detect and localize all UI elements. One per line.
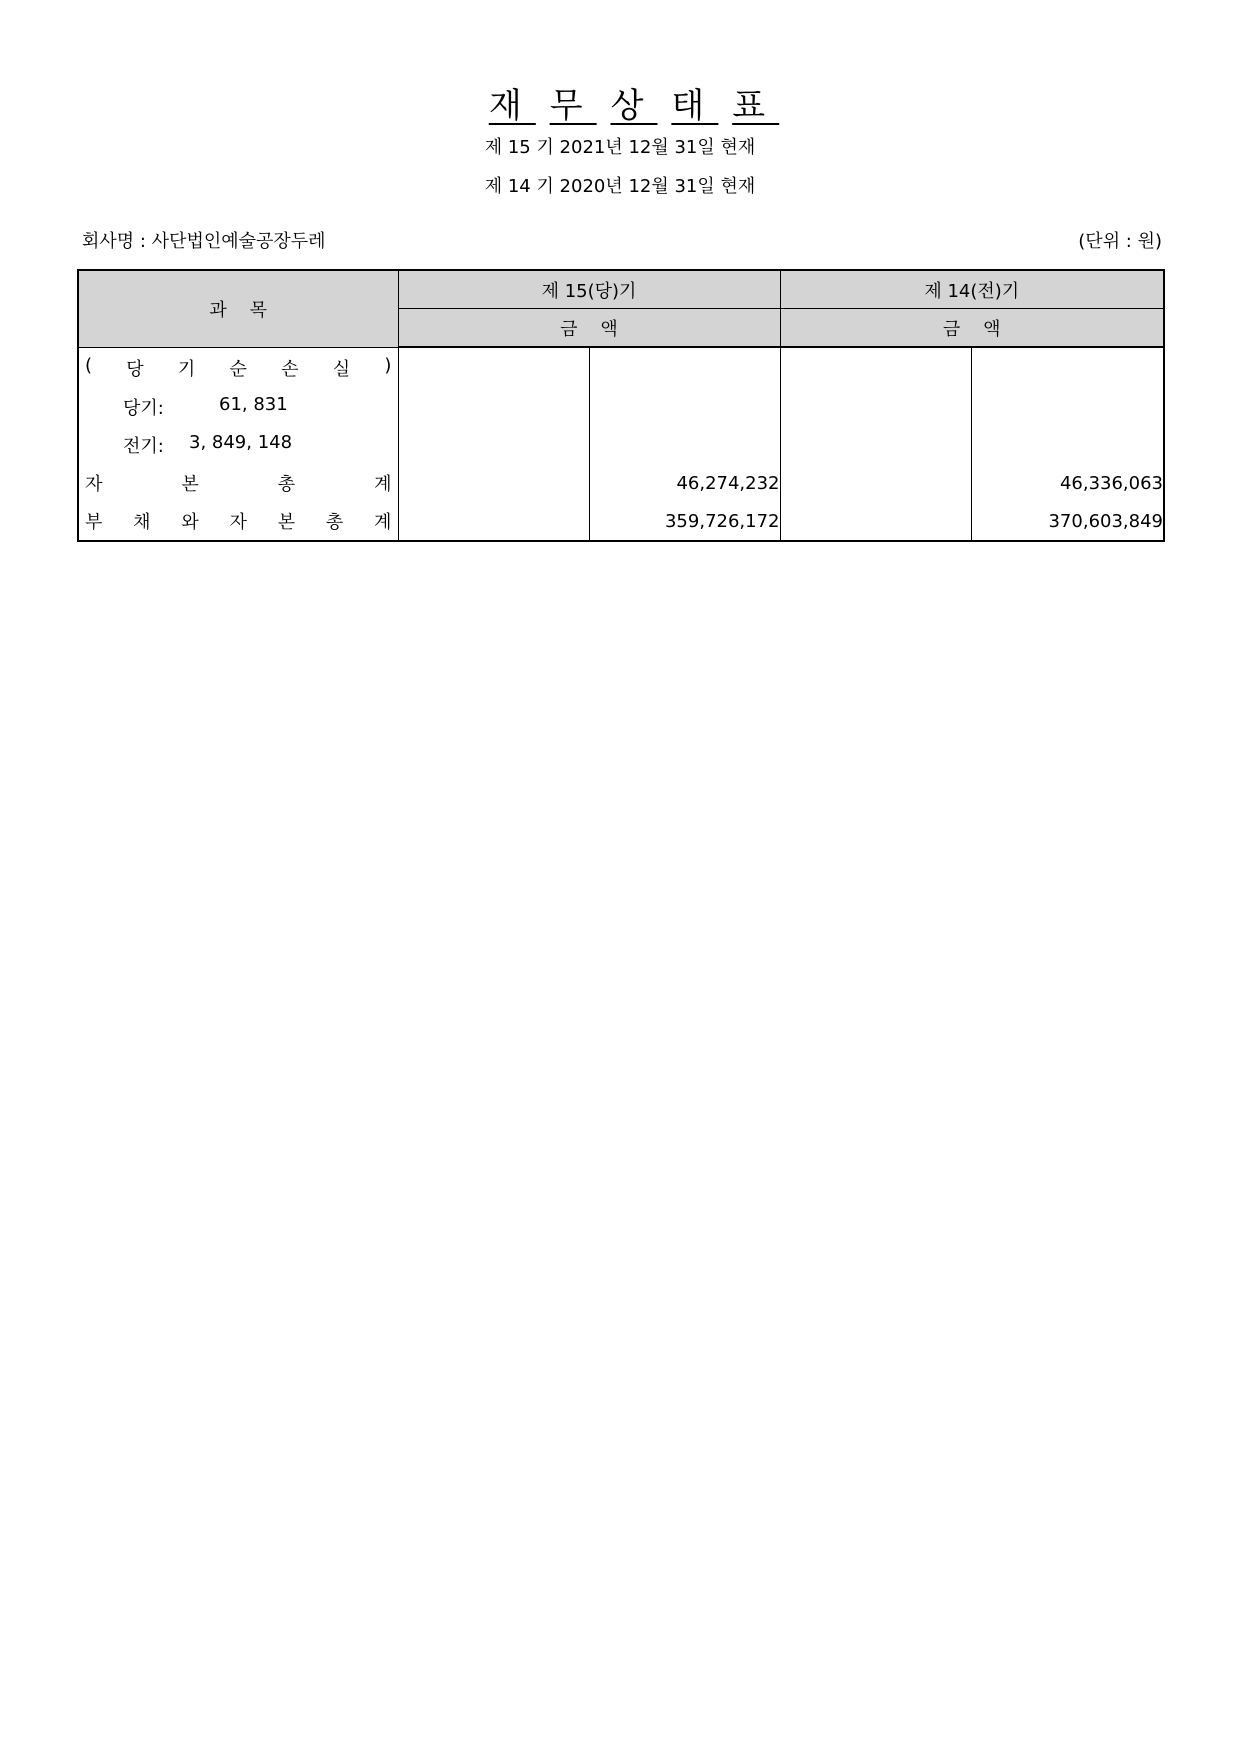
cell-empty	[780, 464, 971, 502]
cell-empty	[589, 426, 780, 464]
company-name: 회사명 : 사단법인예술공장두레	[82, 231, 326, 252]
note-net-loss-current: 당기: 61, 831	[78, 388, 398, 426]
cell-empty	[971, 347, 1164, 388]
header-current-period: 제 15(당)기	[398, 270, 780, 309]
title-char: 태	[671, 86, 719, 126]
table-row-total-liabilities-equity	[78, 502, 1164, 541]
cell-empty	[589, 388, 780, 426]
cell-empty	[971, 426, 1164, 464]
title-char: 표	[732, 86, 780, 126]
row-label-total-liabilities-equity: 부 채 와 자 본 총 계	[78, 502, 398, 541]
title-char: 재	[488, 86, 536, 126]
header-prior-period: 제 14(전)기	[780, 270, 1164, 309]
cell-empty	[780, 388, 971, 426]
title-char: 무	[549, 86, 597, 126]
cell-empty	[398, 426, 589, 464]
table-row-net-loss-prior	[78, 426, 1164, 464]
cell-empty	[971, 388, 1164, 426]
title-char: 상	[610, 86, 658, 126]
note-net-loss-prior: 전기: 3, 849, 148	[78, 426, 398, 464]
table-row-net-loss	[78, 347, 1164, 388]
cell-empty	[398, 502, 589, 541]
cell-empty	[780, 347, 971, 388]
equity-prior-value: 46,336,063	[971, 464, 1164, 502]
cell-empty	[398, 347, 589, 388]
header-subject: 과 목	[78, 270, 398, 347]
cell-empty	[398, 388, 589, 426]
equity-current-value: 46,274,232	[589, 464, 780, 502]
row-label-total-equity: 자 본 총 계	[78, 464, 398, 502]
table-row-net-loss-current	[78, 388, 1164, 426]
liab-equity-current-value: 359,726,172	[589, 502, 780, 541]
balance-sheet-table	[77, 269, 1165, 542]
unit-label: (단위 : 원)	[1078, 231, 1162, 252]
document-title	[0, 78, 1240, 127]
row-label-net-loss: ( 당 기 순 손 실 )	[78, 347, 398, 388]
cell-empty	[398, 464, 589, 502]
cell-empty	[589, 347, 780, 388]
table-row-total-equity	[78, 464, 1164, 502]
period-current: 제 15 기 2021년 12월 31일 현재	[484, 137, 756, 158]
cell-empty	[780, 426, 971, 464]
header-amount-current: 금 액	[398, 309, 780, 348]
header-amount-prior: 금 액	[780, 309, 1164, 348]
liab-equity-prior-value: 370,603,849	[971, 502, 1164, 541]
cell-empty	[780, 502, 971, 541]
period-prior: 제 14 기 2020년 12월 31일 현재	[484, 176, 756, 197]
